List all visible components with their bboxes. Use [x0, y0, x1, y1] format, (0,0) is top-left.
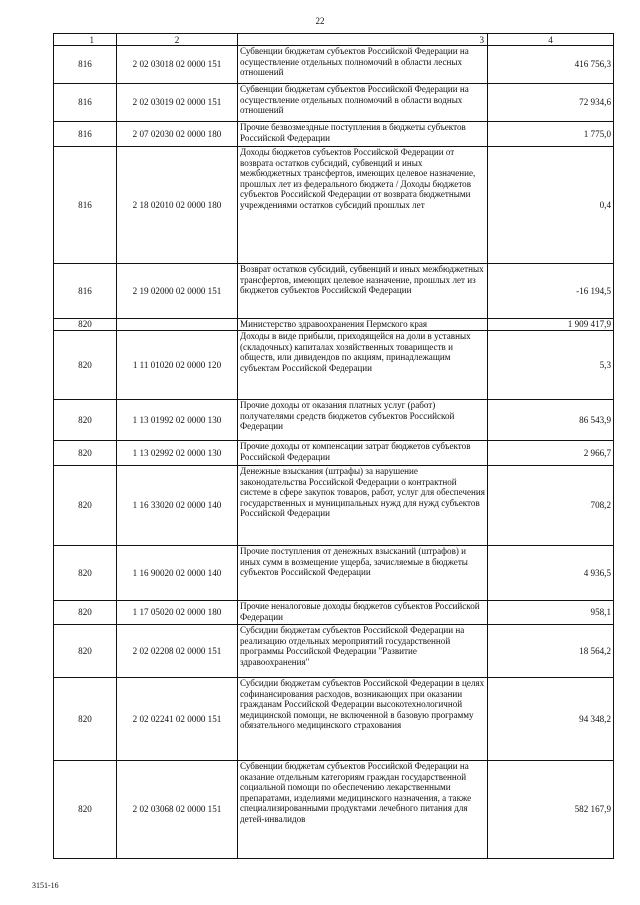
admin-code-cell: 820 — [54, 441, 117, 466]
table-row — [54, 147, 614, 264]
revenue-code-cell: 1 16 33020 02 0000 140 — [117, 466, 238, 546]
revenue-code-cell: 2 19 02000 02 0000 151 — [117, 264, 238, 319]
revenue-code-cell: 1 11 01020 02 0000 120 — [117, 331, 238, 400]
revenue-code-cell: 1 13 01992 02 0000 130 — [117, 400, 238, 441]
admin-code-cell: 820 — [54, 331, 117, 400]
amount-cell: 86 543,9 — [488, 400, 614, 441]
amount-cell: 2 966,7 — [488, 441, 614, 466]
admin-code-cell: 816 — [54, 84, 117, 122]
admin-code-cell: 816 — [54, 264, 117, 319]
amount-cell: -16 194,5 — [488, 264, 614, 319]
revenue-name-cell: Прочие доходы от оказания платных услуг (работ) получателями средств бюджетов субъектов Российской Федерации — [238, 400, 488, 441]
table-row — [54, 761, 614, 859]
revenue-code-cell: 2 07 02030 02 0000 180 — [117, 122, 238, 147]
table-row — [54, 331, 614, 400]
revenue-name-cell: Субвенции бюджетам субъектов Российской Федерации на оказание отдельным категориям граждан государственной социальной помощи по обеспечению лекарственными препаратами, изделиями медицинского назначения, а также специализированными продуктами лечебного питания для детей-инвалидов — [238, 761, 488, 859]
admin-code-cell: 820 — [54, 400, 117, 441]
table-row — [54, 122, 614, 147]
revenue-name-cell: Доходы в виде прибыли, приходящейся на доли в уставных (складочных) капиталах хозяйственных товариществ и обществ, или дивидендов по акциям, принадлежащим субъектам Российской Федерации — [238, 331, 488, 400]
admin-code-cell: 820 — [54, 546, 117, 601]
revenue-name-cell: Доходы бюджетов субъектов Российской Федерации от возврата остатков субсидий, субвенций и иных межбюджетных трансфертов, имеющих целевое назначение, прошлых лет из федерального бюджета / Доходы бюджетов субъектов Российской Федерации от возврата бюджетными учреждениями остатков субсидий прошлых лет — [238, 147, 488, 264]
table-row — [54, 264, 614, 319]
revenue-name-cell: Прочие доходы от компенсации затрат бюджетов субъектов Российской Федерации — [238, 441, 488, 466]
admin-code-cell: 820 — [54, 625, 117, 678]
column-header-3: 3 — [238, 34, 488, 46]
amount-cell: 94 348,2 — [488, 678, 614, 761]
page-number: 22 — [315, 16, 325, 26]
admin-code-cell: 816 — [54, 122, 117, 147]
admin-code-cell: 820 — [54, 319, 117, 331]
revenue-name-cell: Субвенции бюджетам субъектов Российской Федерации на осуществление отдельных полномочий в области водных отношений — [238, 84, 488, 122]
revenue-name-cell: Субсидии бюджетам субъектов Российской Федерации на реализацию отдельных мероприятий государственной программы Российской Федерации "Развитие здравоохранения" — [238, 625, 488, 678]
admin-code-cell: 820 — [54, 466, 117, 546]
revenue-name-cell: Прочие безвозмездные поступления в бюджеты субъектов Российской Федерации — [238, 122, 488, 147]
amount-cell: 4 936,5 — [488, 546, 614, 601]
revenue-code-cell: 2 02 03019 02 0000 151 — [117, 84, 238, 122]
amount-cell: 0,4 — [488, 147, 614, 264]
revenue-code-cell — [117, 319, 238, 331]
table-row — [54, 441, 614, 466]
revenue-name-cell: Прочие неналоговые доходы бюджетов субъектов Российской Федерации — [238, 601, 488, 625]
revenue-name-cell: Прочие поступления от денежных взысканий (штрафов) и иных сумм в возмещение ущерба, зачисляемые в бюджеты субъектов Российской Федерации — [238, 546, 488, 601]
revenue-code-cell: 1 13 02992 02 0000 130 — [117, 441, 238, 466]
header-row — [54, 34, 614, 46]
amount-cell: 18 564,2 — [488, 625, 614, 678]
amount-cell: 1 909 417,9 — [488, 319, 614, 331]
table-row — [54, 601, 614, 625]
revenue-code-cell: 2 02 03018 02 0000 151 — [117, 46, 238, 84]
table-row — [54, 84, 614, 122]
table-row — [54, 466, 614, 546]
table-row — [54, 625, 614, 678]
budget-table — [53, 33, 614, 859]
admin-code-cell: 816 — [54, 46, 117, 84]
table-row — [54, 678, 614, 761]
amount-cell: 72 934,6 — [488, 84, 614, 122]
revenue-name-cell: Возврат остатков субсидий, субвенций и иных межбюджетных трансфертов, имеющих целевое назначение, прошлых лет из бюджетов субъектов Российской Федерации — [238, 264, 488, 319]
table-row — [54, 319, 614, 331]
revenue-code-cell: 2 02 02241 02 0000 151 — [117, 678, 238, 761]
amount-cell: 958,1 — [488, 601, 614, 625]
amount-cell: 708,2 — [488, 466, 614, 546]
amount-cell: 582 167,9 — [488, 761, 614, 859]
admin-code-cell: 820 — [54, 601, 117, 625]
admin-code-cell: 820 — [54, 678, 117, 761]
amount-cell: 5,3 — [488, 331, 614, 400]
table-row — [54, 546, 614, 601]
amount-cell: 416 756,3 — [488, 46, 614, 84]
revenue-code-cell: 2 02 03068 02 0000 151 — [117, 761, 238, 859]
revenue-code-cell: 1 17 05020 02 0000 180 — [117, 601, 238, 625]
table-body — [54, 34, 614, 859]
table-row — [54, 46, 614, 84]
admin-code-cell: 820 — [54, 761, 117, 859]
admin-code-cell: 816 — [54, 147, 117, 264]
revenue-name-cell: Субсидии бюджетам субъектов Российской Федерации в целях софинансирования расходов, возникающих при оказании гражданам Российской Федерации высокотехнологичной медицинской помощи, не включенной в базовую программу обязательного медицинского страхования — [238, 678, 488, 761]
revenue-code-cell: 2 18 02010 02 0000 180 — [117, 147, 238, 264]
column-header-4: 4 — [488, 34, 614, 46]
amount-cell: 1 775,0 — [488, 122, 614, 147]
revenue-name-cell: Министерство здравоохранения Пермского края — [238, 319, 488, 331]
table-row — [54, 400, 614, 441]
column-header-1: 1 — [54, 34, 117, 46]
revenue-code-cell: 2 02 02208 02 0000 151 — [117, 625, 238, 678]
revenue-name-cell: Субвенции бюджетам субъектов Российской Федерации на осуществление отдельных полномочий в области лесных отношений — [238, 46, 488, 84]
footer-code: 3151-16 — [32, 881, 59, 890]
revenue-name-cell: Денежные взыскания (штрафы) за нарушение законодательства Российской Федерации о контрактной системе в сфере закупок товаров, работ, услуг для обеспечения государственных и муниципальных нужд для нужд субъектов Российской Федерации — [238, 466, 488, 546]
column-header-2: 2 — [117, 34, 238, 46]
revenue-code-cell: 1 16 90020 02 0000 140 — [117, 546, 238, 601]
